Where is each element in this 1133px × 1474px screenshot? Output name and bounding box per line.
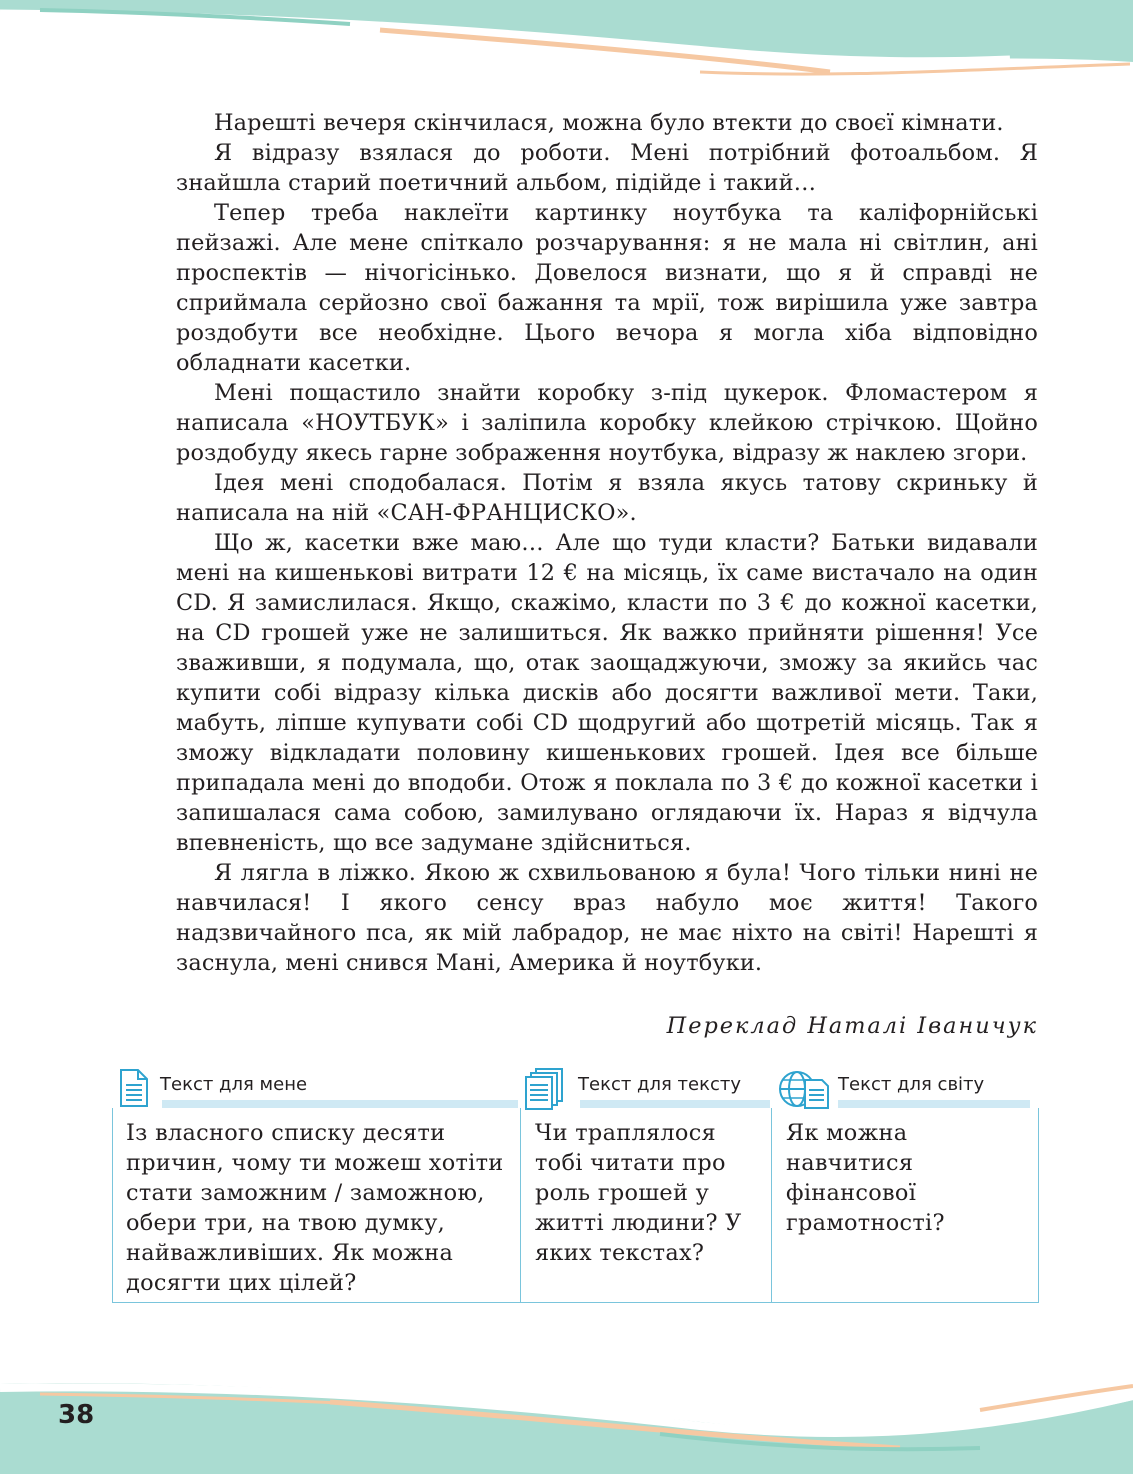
bottom-decorative-wave — [0, 1370, 1133, 1474]
task-boxes — [112, 1062, 1039, 1304]
header-underline — [580, 1100, 770, 1108]
story-paragraph: Мені пощастило знайти коробку з-під цукерок. Фломастером я написала «НОУТБУК» і заліпила коробку клейкою стрічкою. Щойно роздобуду якесь гарне зображення ноутбука, відразу ж наклею згори. — [176, 380, 1038, 466]
task-header-for-text — [524, 1062, 772, 1108]
task-title: Текст для мене — [160, 1074, 308, 1095]
story-paragraph: Тепер треба наклеїти картинку ноутбука та каліфорнійські пейзажі. Але мене спіткало розчарування: я не мала ні світлин, ані проспектів — нічогісінько. Довелося визнати, що я й справді не сприймала серйозно свої бажання та мрії, тож вирішила уже завтра роздобути все необхідне. Цього вечора я могла хіба відповідно обладнати касетки. — [176, 200, 1038, 376]
task-header-for-me — [118, 1062, 520, 1108]
page-number: 38 — [58, 1400, 95, 1430]
task-question: Із власного списку десяти причин, чому ти можеш хотіти стати заможним / заможною, обери три, на твою думку, найважливіших. Як можна досягти цих цілей? — [126, 1120, 504, 1296]
story-text — [176, 108, 1038, 978]
task-column-for-world — [771, 1108, 1038, 1302]
story-paragraph: Ідея мені сподобалася. Потім я взяла якусь татову скриньку й написала на ній «САН-ФРАНЦИСКО». — [176, 470, 1038, 526]
stacked-documents-icon — [524, 1068, 568, 1110]
story-paragraph: Я лягла в ліжко. Якою ж схвильованою я була! Чого тільки нині не навчилася! І якого сенсу враз набуло моє життя! Такого надзвичайного пса, як мій лабрадор, не має ніхто на світі! Нарешті я заснула, мені снився Мані, Америка й ноутбуки. — [176, 860, 1038, 976]
task-column-for-me — [112, 1108, 520, 1302]
task-question: Чи траплялося тобі читати про роль грошей у житті людини? У яких текстах? — [535, 1120, 742, 1266]
task-column-for-text — [520, 1108, 771, 1302]
task-header-for-world — [778, 1062, 1034, 1108]
globe-document-icon — [778, 1068, 830, 1110]
story-paragraph: Що ж, касетки вже маю… Але що туди класти? Батьки видавали мені на кишенькові витрати 12 € на місяць, їх саме вистачало на один CD. Я замислилася. Якщо, скажімо, класти по 3 € до кожної касетки, на CD грошей уже не залишиться. Як важко прийняти рішення! Усе зваживши, я подумала, що, отак заощаджуючи, зможу за якийсь час купити собі відразу кілька дисків або досягти важливої мети. Таки, мабуть, ліпше купувати собі CD щодругий або щотретій місяць. Так я зможу відкладати половину кишенькових грошей. Ідея все більше припадала мені до вподоби. Отож я поклала по 3 € до кожної касетки і запишалася сама собою, замилувано оглядаючи їх. Нараз я відчула впевненість, що все задумане здійсниться. — [176, 530, 1038, 856]
translator-credit: Переклад Наталі Іваничук — [666, 1013, 1038, 1039]
task-title: Текст для світу — [838, 1074, 985, 1095]
top-decorative-wave — [0, 0, 1133, 90]
story-paragraph: Нарешті вечеря скінчилася, можна було втекти до своєї кімнати. — [214, 110, 1004, 136]
document-icon — [118, 1068, 150, 1108]
task-question: Як можна навчитися фінансової грамотності? — [786, 1120, 945, 1236]
story-paragraph: Я відразу взялася до роботи. Мені потрібний фотоальбом. Я знайшла старий поетичний альбом, підійде і такий… — [176, 140, 1038, 196]
task-title: Текст для тексту — [578, 1074, 742, 1095]
header-underline — [838, 1100, 1030, 1108]
header-underline — [162, 1100, 518, 1108]
